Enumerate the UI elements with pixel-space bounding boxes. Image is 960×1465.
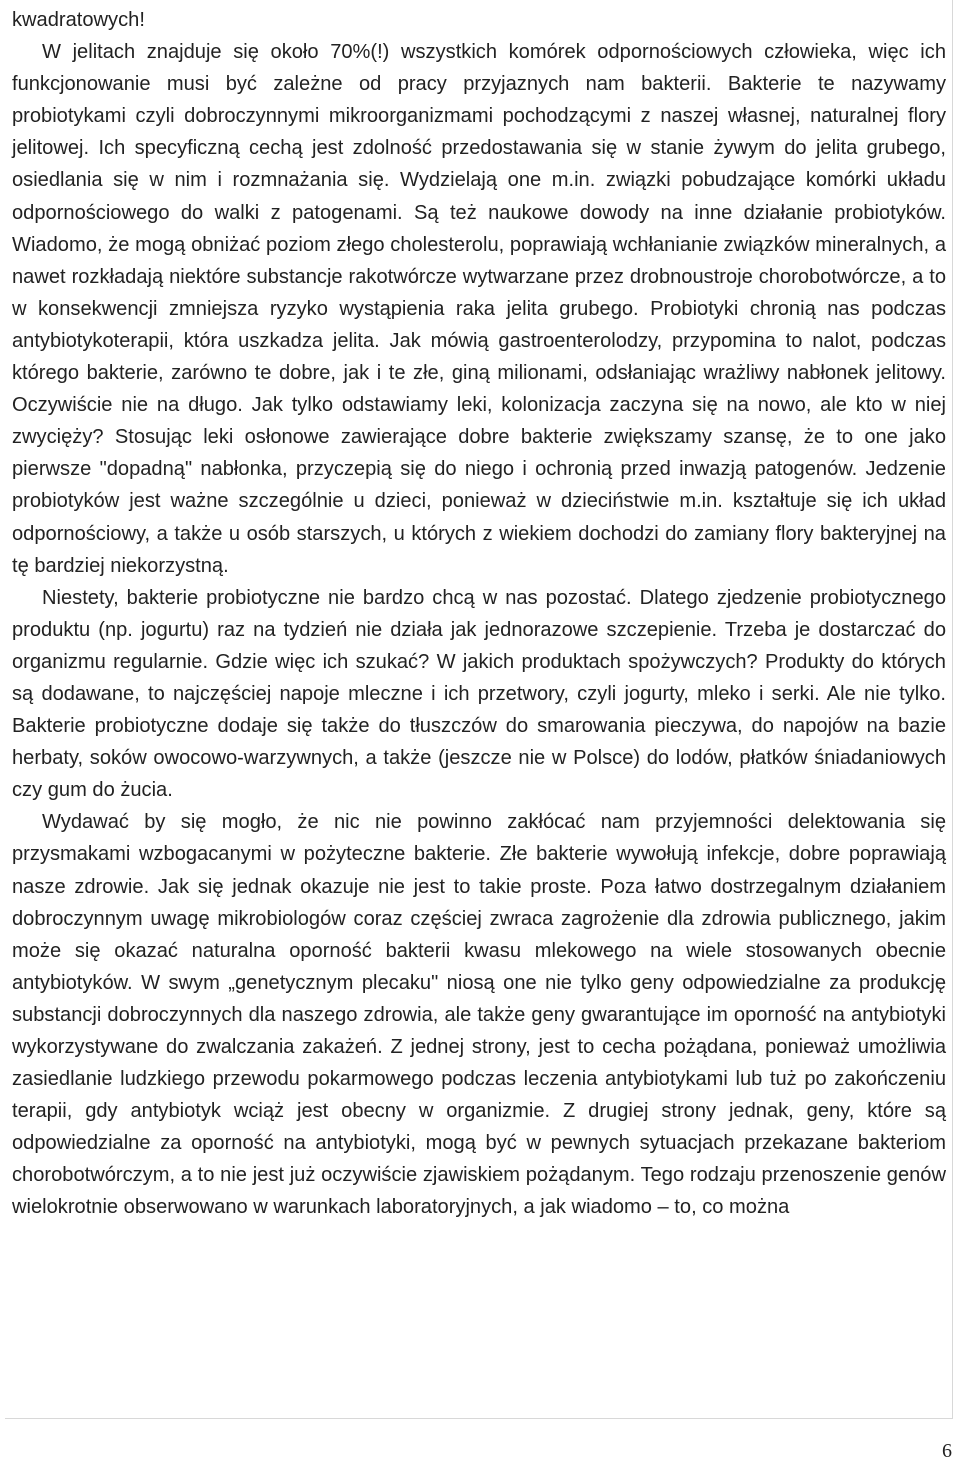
paragraph-continuation: kwadratowych! bbox=[12, 9, 145, 31]
document-body bbox=[12, 4, 946, 1224]
paragraph-probiotic-sources: Niestety, bakterie probiotyczne nie bardzo chcą w nas pozostać. Dlatego zjedzenie probiotycznego produktu (np. jogurtu) raz na tydzień nie działa jak jednorazowe szczepienie. Trzeba je dostarczać do organizmu regularnie. Gdzie więc ich szukać? W jakich produktach spożywczych? Produkty do których są dodawane, to najczęściej napoje mleczne i ich przetwory, czyli jogurty, mleko i serki. Ale nie tylko. Bakterie probiotyczne dodaje się także do tłuszczów do smarowania pieczywa, do napojów na bazie herbaty, soków owocowo-warzywnych, a także (jeszcze nie w Polsce) do lodów, płatków śniadaniowych czy gum do żucia. bbox=[12, 586, 946, 802]
paragraph-antibiotic-resistance: Wydawać by się mogło, że nic nie powinno zakłócać nam przyjemności delektowania się przysmakami wzbogacanymi w pożyteczne bakterie. Złe bakterie wywołują infekcje, dobre poprawiają nasze zdrowie. Jak się jednak okazuje nie jest to takie proste. Poza łatwo dostrzegalnym działaniem dobroczynnym uwagę mikrobiologów coraz częściej zwraca zagrożenie dla zdrowia publicznego, jakim może się okazać naturalna oporność bakterii kwasu mlekowego na wiele stosowanych obecnie antybiotyków. W swym „genetycznym plecaku" niosą one nie tylko geny odpowiedzialne za produkcję substancji dobroczynnych dla naszego zdrowia, ale także geny gwarantujące im oporność na antybiotyki wykorzystywane do zwalczania zakażeń. Z jednej strony, jest to cecha pożądana, ponieważ umożliwia zasiedlanie ludzkiego przewodu pokarmowego podczas leczenia antybiotykami lub tuż po zakończeniu terapii, gdy antybiotyk wciąż jest obecny w organizmie. Z drugiej strony jednak, geny, które są odpowiedzialne za oporność na antybiotyki, mogą być w pewnych sytuacjach przekazane bakteriom chorobotwórczym, a to nie jest już oczywiście zjawiskiem pożądanym. Tego rodzaju przenoszenie genów wielokrotnie obserwowano w warunkach laboratoryjnych, a jak wiadomo – to, co można bbox=[12, 811, 946, 1219]
page-number: 6 bbox=[942, 1440, 952, 1462]
paragraph-probiotics-immunity: W jelitach znajduje się około 70%(!) wszystkich komórek odpornościowych człowieka, więc ich funkcjonowanie musi być zależne od pracy przyjaznych nam bakterii. Bakterie te nazywamy probiotykami czyli dobroczynnymi mikroorganizmami pochodzącymi z naszej własnej, naturalnej flory jelitowej. Ich specyficzną cechą jest zdolność przedostawania się w stanie żywym do jelita grubego, osiedlania się w nim i rozmnażania się. Wydzielają one m.in. związki pobudzające komórki układu odpornościowego do walki z patogenami. Są też naukowe dowody na inne działanie probiotyków. Wiadomo, że mogą obniżać poziom złego cholesterolu, poprawiają wchłanianie związków mineralnych, a nawet rozkładają niektóre substancje rakotwórcze wytwarzane przez drobnoustroje chorobotwórcze, a to w konsekwencji zmniejsza ryzyko wystąpienia raka jelita grubego. Probiotyki chronią nas podczas antybiotykoterapii, która uszkadza jelita. Jak mówią gastroenterolodzy, przypomina to nalot, podczas którego bakterie, zarówno te dobre, jak i te złe, giną milionami, odsłaniając wrażliwy nabłonek jelitowy. Oczywiście nie na długo. Jak tylko odstawiamy leki, kolonizacja zaczyna się na nowo, ale kto w niej zwycięży? Stosując leki osłonowe zawierające dobre bakterie zwiększamy szansę, że to one jako pierwsze "dopadną" nabłonka, przyczepią się do niego i ochronią przed inwazją patogenów. Jedzenie probiotyków jest ważne szczególnie u dzieci, ponieważ w dzieciństwie m.in. kształtuje się ich układ odpornościowy, a także u osób starszych, u których z wiekiem dochodzi do zamiany flory bakteryjnej na tę bardziej niekorzystną. bbox=[12, 41, 946, 577]
